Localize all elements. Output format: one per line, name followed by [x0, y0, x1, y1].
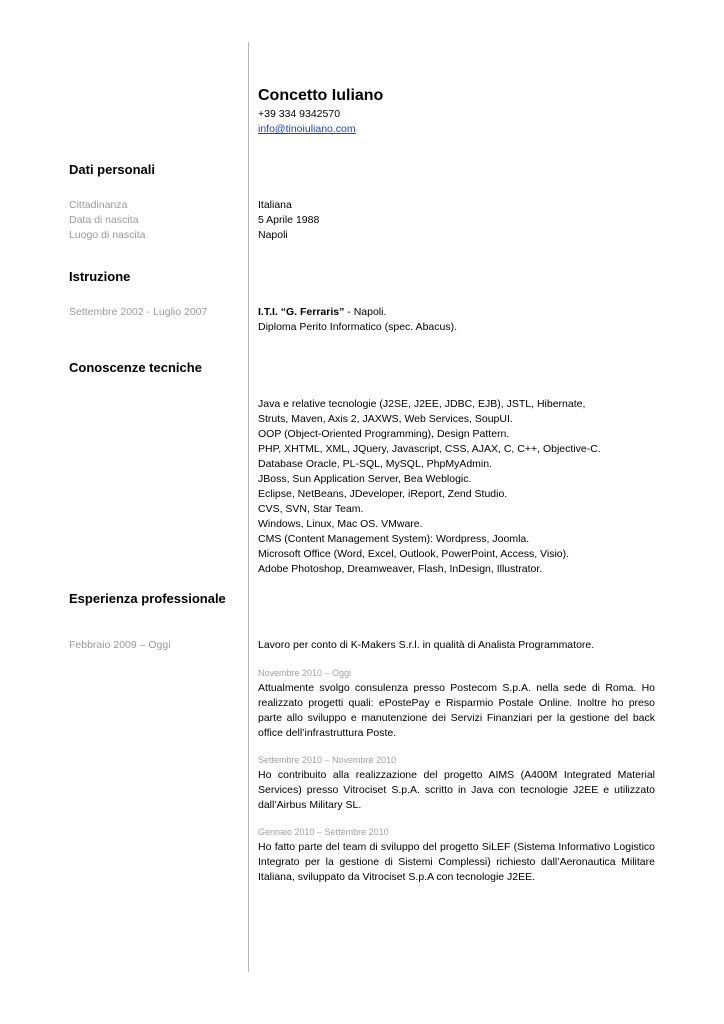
education-school-line [258, 305, 386, 320]
section-heading-skills: Conoscenze tecniche [69, 360, 202, 375]
section-heading-personal: Dati personali [69, 162, 155, 177]
email-link[interactable]: info@tinoiuliano.com [258, 123, 356, 135]
value-data-nascita: 5 Aprile 1988 [258, 214, 320, 226]
label-data-nascita: Data di nascita [69, 214, 139, 226]
label-luogo-nascita: Luogo di nascita [69, 229, 146, 241]
skill-line: Struts, Maven, Axis 2, JAXWS, Web Services, SoupUI. [258, 413, 513, 425]
skill-line: CMS (Content Management System): Wordpress, Joomla. [258, 533, 530, 545]
label-cittadinanza: Cittadinanza [69, 199, 128, 211]
skill-line: CVS, SVN, Star Team. [258, 503, 364, 515]
skill-line: Eclipse, NetBeans, JDeveloper, iReport, Zend Studio. [258, 488, 508, 500]
school-name: I.T.I. “G. Ferraris” [258, 306, 345, 318]
phone-number: +39 334 9342570 [258, 108, 341, 120]
experience-entry-date: Settembre 2010 – Novembre 2010 [258, 755, 397, 765]
experience-entry-date: Novembre 2010 – Oggi [258, 668, 352, 678]
education-period: Settembre 2002 - Luglio 2007 [69, 306, 208, 318]
skill-line: JBoss, Sun Application Server, Bea Weblogic. [258, 473, 472, 485]
experience-period: Febbraio 2009 – Oggi [69, 639, 171, 651]
skill-line: Windows, Linux, Mac OS. VMware. [258, 518, 423, 530]
experience-summary: Lavoro per conto di K-Makers S.r.l. in qualità di Analista Programmatore. [258, 639, 595, 651]
person-name: Concetto Iuliano [258, 87, 384, 104]
experience-entry-text: Attualmente svolgo consulenza presso Postecom S.p.A. nella sede di Roma. Ho realizzato progetti quali: ePostePay e Risparmio Postale Online. Inoltre ho preso parte allo sviluppo e manutenzione dei Servizi Finanziari per la gestione del back office dell’infrastruttura Poste. [258, 682, 655, 739]
experience-entry-text: Ho fatto parte del team di sviluppo del progetto SiLEF (Sistema Informativo Logistico Integrato per la gestione di Sistemi Complessi) richiesto dall’Aeronautica Militare Italiana, sviluppato da Vitrociset S.p.A con tecnologie J2EE. [258, 841, 655, 883]
skill-line: Database Oracle, PL-SQL, MySQL, PhpMyAdmin. [258, 458, 493, 470]
experience-entry-text: Ho contribuito alla realizzazione del progetto AIMS (A400M Integrated Material Services) presso Vitrociset S.p.A. scritto in Java con tecnologie J2EE e utilizzato dall’Airbus Military SL. [258, 769, 655, 811]
skill-line: Microsoft Office (Word, Excel, Outlook, PowerPoint, Access, Visio). [258, 548, 570, 560]
skill-line: PHP, XHTML, XML, JQuery, Javascript, CSS, AJAX, C, C++, Objective-C. [258, 443, 601, 455]
skill-line: Java e relative tecnologie (J2SE, J2EE, JDBC, EJB), JSTL, Hibernate, [258, 398, 586, 410]
column-divider [248, 42, 249, 972]
experience-entry-date: Gennaio 2010 – Settembre 2010 [258, 827, 389, 837]
section-heading-education: Istruzione [69, 269, 131, 284]
skills-list [258, 397, 601, 577]
section-heading-experience: Esperienza professionale [69, 591, 226, 606]
value-luogo-nascita: Napoli [258, 229, 288, 241]
skill-line: Adobe Photoshop, Dreamweaver, Flash, InDesign, Illustrator. [258, 563, 543, 575]
value-cittadinanza: Italiana [258, 199, 292, 211]
skill-line: OOP (Object-Oriented Programming), Design Pattern. [258, 428, 510, 440]
education-diploma: Diploma Perito Informatico (spec. Abacus). [258, 321, 457, 333]
school-city: - Napoli. [344, 306, 387, 318]
